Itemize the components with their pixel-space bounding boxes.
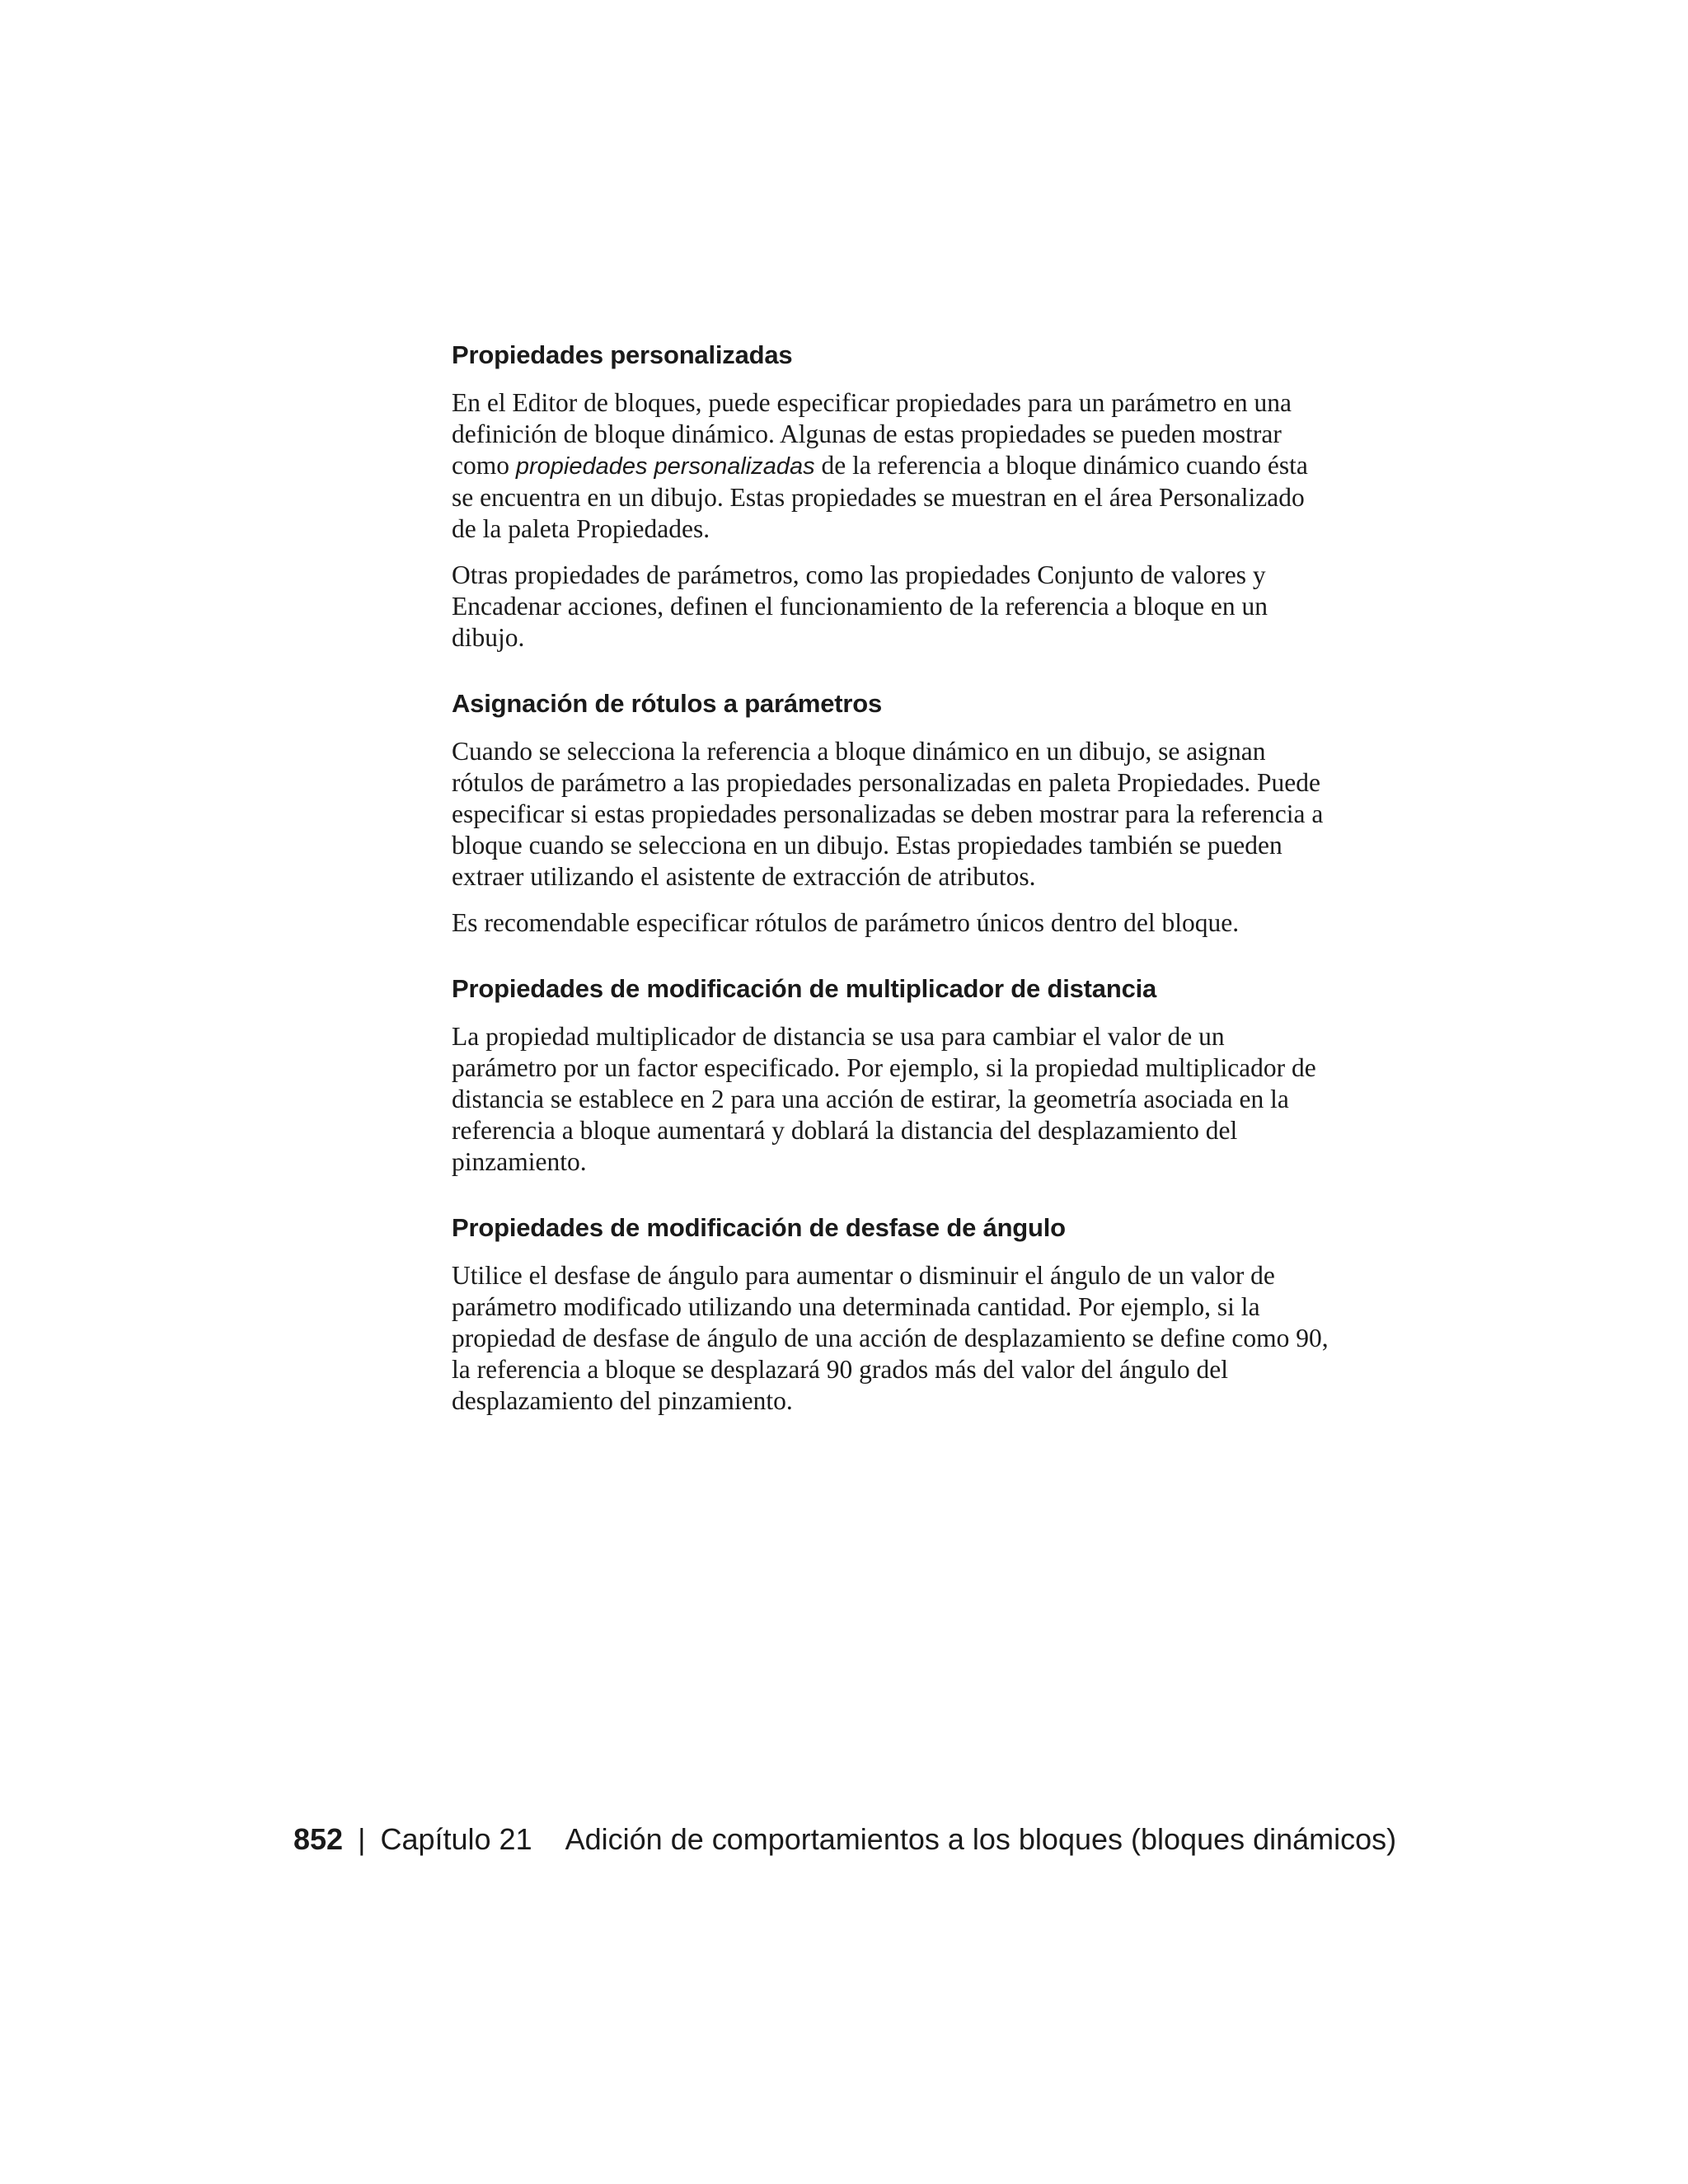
body-paragraph — [452, 387, 1334, 545]
paragraph-text: En el Editor de bloques, puede especificar propiedades para un parámetro en una definición de bloque dinámico. Algunas de estas propiedades se pueden mostrar como — [452, 388, 1292, 480]
body-paragraph: Utilice el desfase de ángulo para aumentar o disminuir el ángulo de un valor de parámetro modificado utilizando una determinada cantidad. Por ejemplo, si la propiedad de desfase de ángulo de una acción de desplazamiento se define como 90, la referencia a bloque se desplazará 90 grados más del valor del ángulo del desplazamiento del pinzamiento. — [452, 1261, 1329, 1415]
section-heading: Asignación de rótulos a parámetros — [452, 689, 883, 718]
page-number: 852 — [293, 1822, 344, 1856]
section-heading: Propiedades personalizadas — [452, 340, 793, 369]
section-distance-multiplier — [452, 972, 1334, 1178]
section-heading: Propiedades de modificación de desfase de ángulo — [452, 1213, 1066, 1242]
page-content — [452, 338, 1334, 1450]
footer-separator: | — [358, 1822, 366, 1856]
section-parameter-labels — [452, 687, 1334, 939]
chapter-label: Capítulo 21 — [380, 1822, 532, 1856]
paragraph-text: de la referencia a bloque dinámico cuando ésta se encuentra en un dibujo. Estas propiedades se muestran en el área Personalizado de la paleta Propiedades. — [452, 451, 1308, 543]
body-paragraph: La propiedad multiplicador de distancia se usa para cambiar el valor de un parámetro por un factor especificado. Por ejemplo, si la propiedad multiplicador de distancia se establece en 2 para una acción de estirar, la geometría asociada en la referencia a bloque aumentará y doblará la distancia del desplazamiento del pinzamiento. — [452, 1022, 1316, 1176]
italic-term: propiedades personalizadas — [515, 453, 815, 480]
body-paragraph: Cuando se selecciona la referencia a bloque dinámico en un dibujo, se asignan rótulos de parámetro a las propiedades personalizadas en paleta Propiedades. Puede especificar si estas propiedades personalizadas se deben mostrar para la referencia a bloque cuando se selecciona en un dibujo. Estas propiedades también se pueden extraer utilizando el asistente de extracción de atributos. — [452, 737, 1324, 891]
body-paragraph: Es recomendable especificar rótulos de parámetro únicos dentro del bloque. — [452, 908, 1240, 937]
section-heading: Propiedades de modificación de multiplicador de distancia — [452, 974, 1157, 1003]
section-angle-offset — [452, 1211, 1334, 1417]
body-paragraph: Otras propiedades de parámetros, como las propiedades Conjunto de valores y Encadenar acciones, definen el funcionamiento de la referencia a bloque en un dibujo. — [452, 560, 1268, 652]
section-custom-properties — [452, 338, 1334, 654]
chapter-title: Adición de comportamientos a los bloques (bloques dinámicos) — [565, 1822, 1397, 1856]
page-footer — [293, 1820, 1396, 1859]
